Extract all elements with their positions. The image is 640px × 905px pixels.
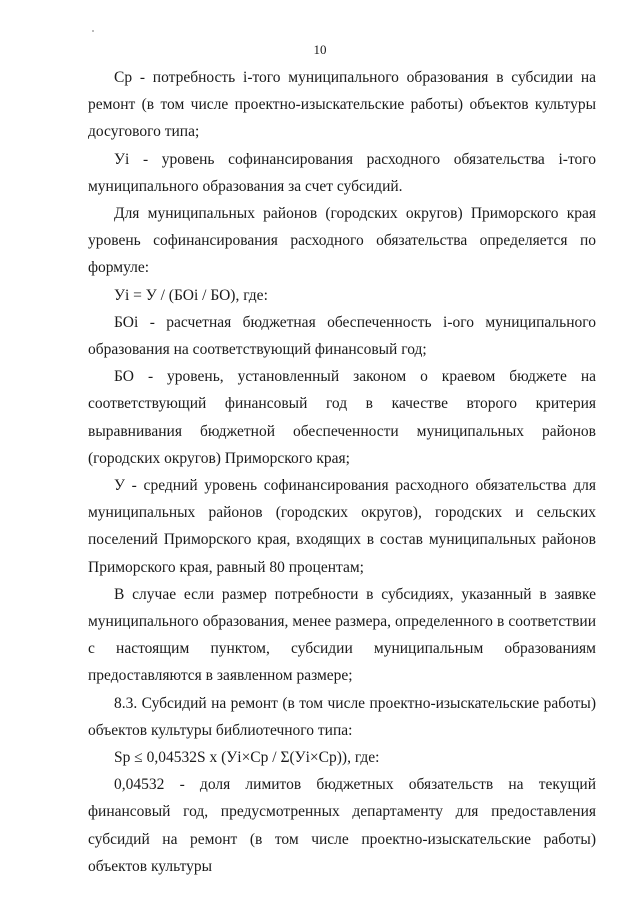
- paragraph-yi-definition: Уi - уровень софинансирования расходного обязательства i-того муниципального образования за счет субсидий.: [88, 150, 596, 195]
- paragraph-cofinancing-intro: Для муниципальных районов (городских округов) Приморского края уровень софинансирования расходного обязательства определяется по формуле:: [88, 205, 596, 277]
- page-number: 10: [313, 42, 327, 57]
- scan-speck: [92, 30, 94, 32]
- paragraph-y-definition: У - средний уровень софинансирования расходного обязательства для муниципальных районов (городских округов), городских и сельских поселений Приморского края, входящих в состав муниципальных районов Приморского края, равный 80 процентам;: [88, 477, 596, 576]
- formula-yi: Уi = У / (БОi / БО), где:: [114, 286, 268, 304]
- paragraph-cp-definition: Ср - потребность i-того муниципального образования в субсидии на ремонт (в том числе проектно-изыскательские работы) объектов культуры досугового типа;: [88, 69, 596, 141]
- paragraph-request-limit: В случае если размер потребности в субсидиях, указанный в заявке муниципального образования, менее размера, определенного в соответствии с настоящим пунктом, субсидии муниципальным образованиям предоставляются в заявленном размере;: [88, 585, 596, 685]
- paragraph-section-8-3: 8.3. Субсидий на ремонт (в том числе проектно-изыскательские работы) объектов культуры библиотечного типа:: [88, 694, 596, 739]
- document-body: [88, 64, 596, 880]
- paragraph-bo-definition: БО - уровень, установленный законом о краевом бюджете на соответствующий финансовый год в качестве второго критерия выравнивания бюджетной обеспеченности муниципальных районов (городских округов) Приморского края;: [88, 368, 596, 467]
- paragraph-share-definition: 0,04532 - доля лимитов бюджетных обязательств на текущий финансовый год, предусмотренных департаменту для предоставления субсидий на ремонт (в том числе проектно-изыскательские работы) объектов культуры: [88, 776, 596, 875]
- paragraph-boi-definition: БОi - расчетная бюджетная обеспеченность i-ого муниципального образования на соответствующий финансовый год;: [88, 313, 596, 359]
- formula-sp: Sр ≤ 0,04532S х (Уi×Ср / Σ(Уi×Ср)), где:: [114, 749, 380, 767]
